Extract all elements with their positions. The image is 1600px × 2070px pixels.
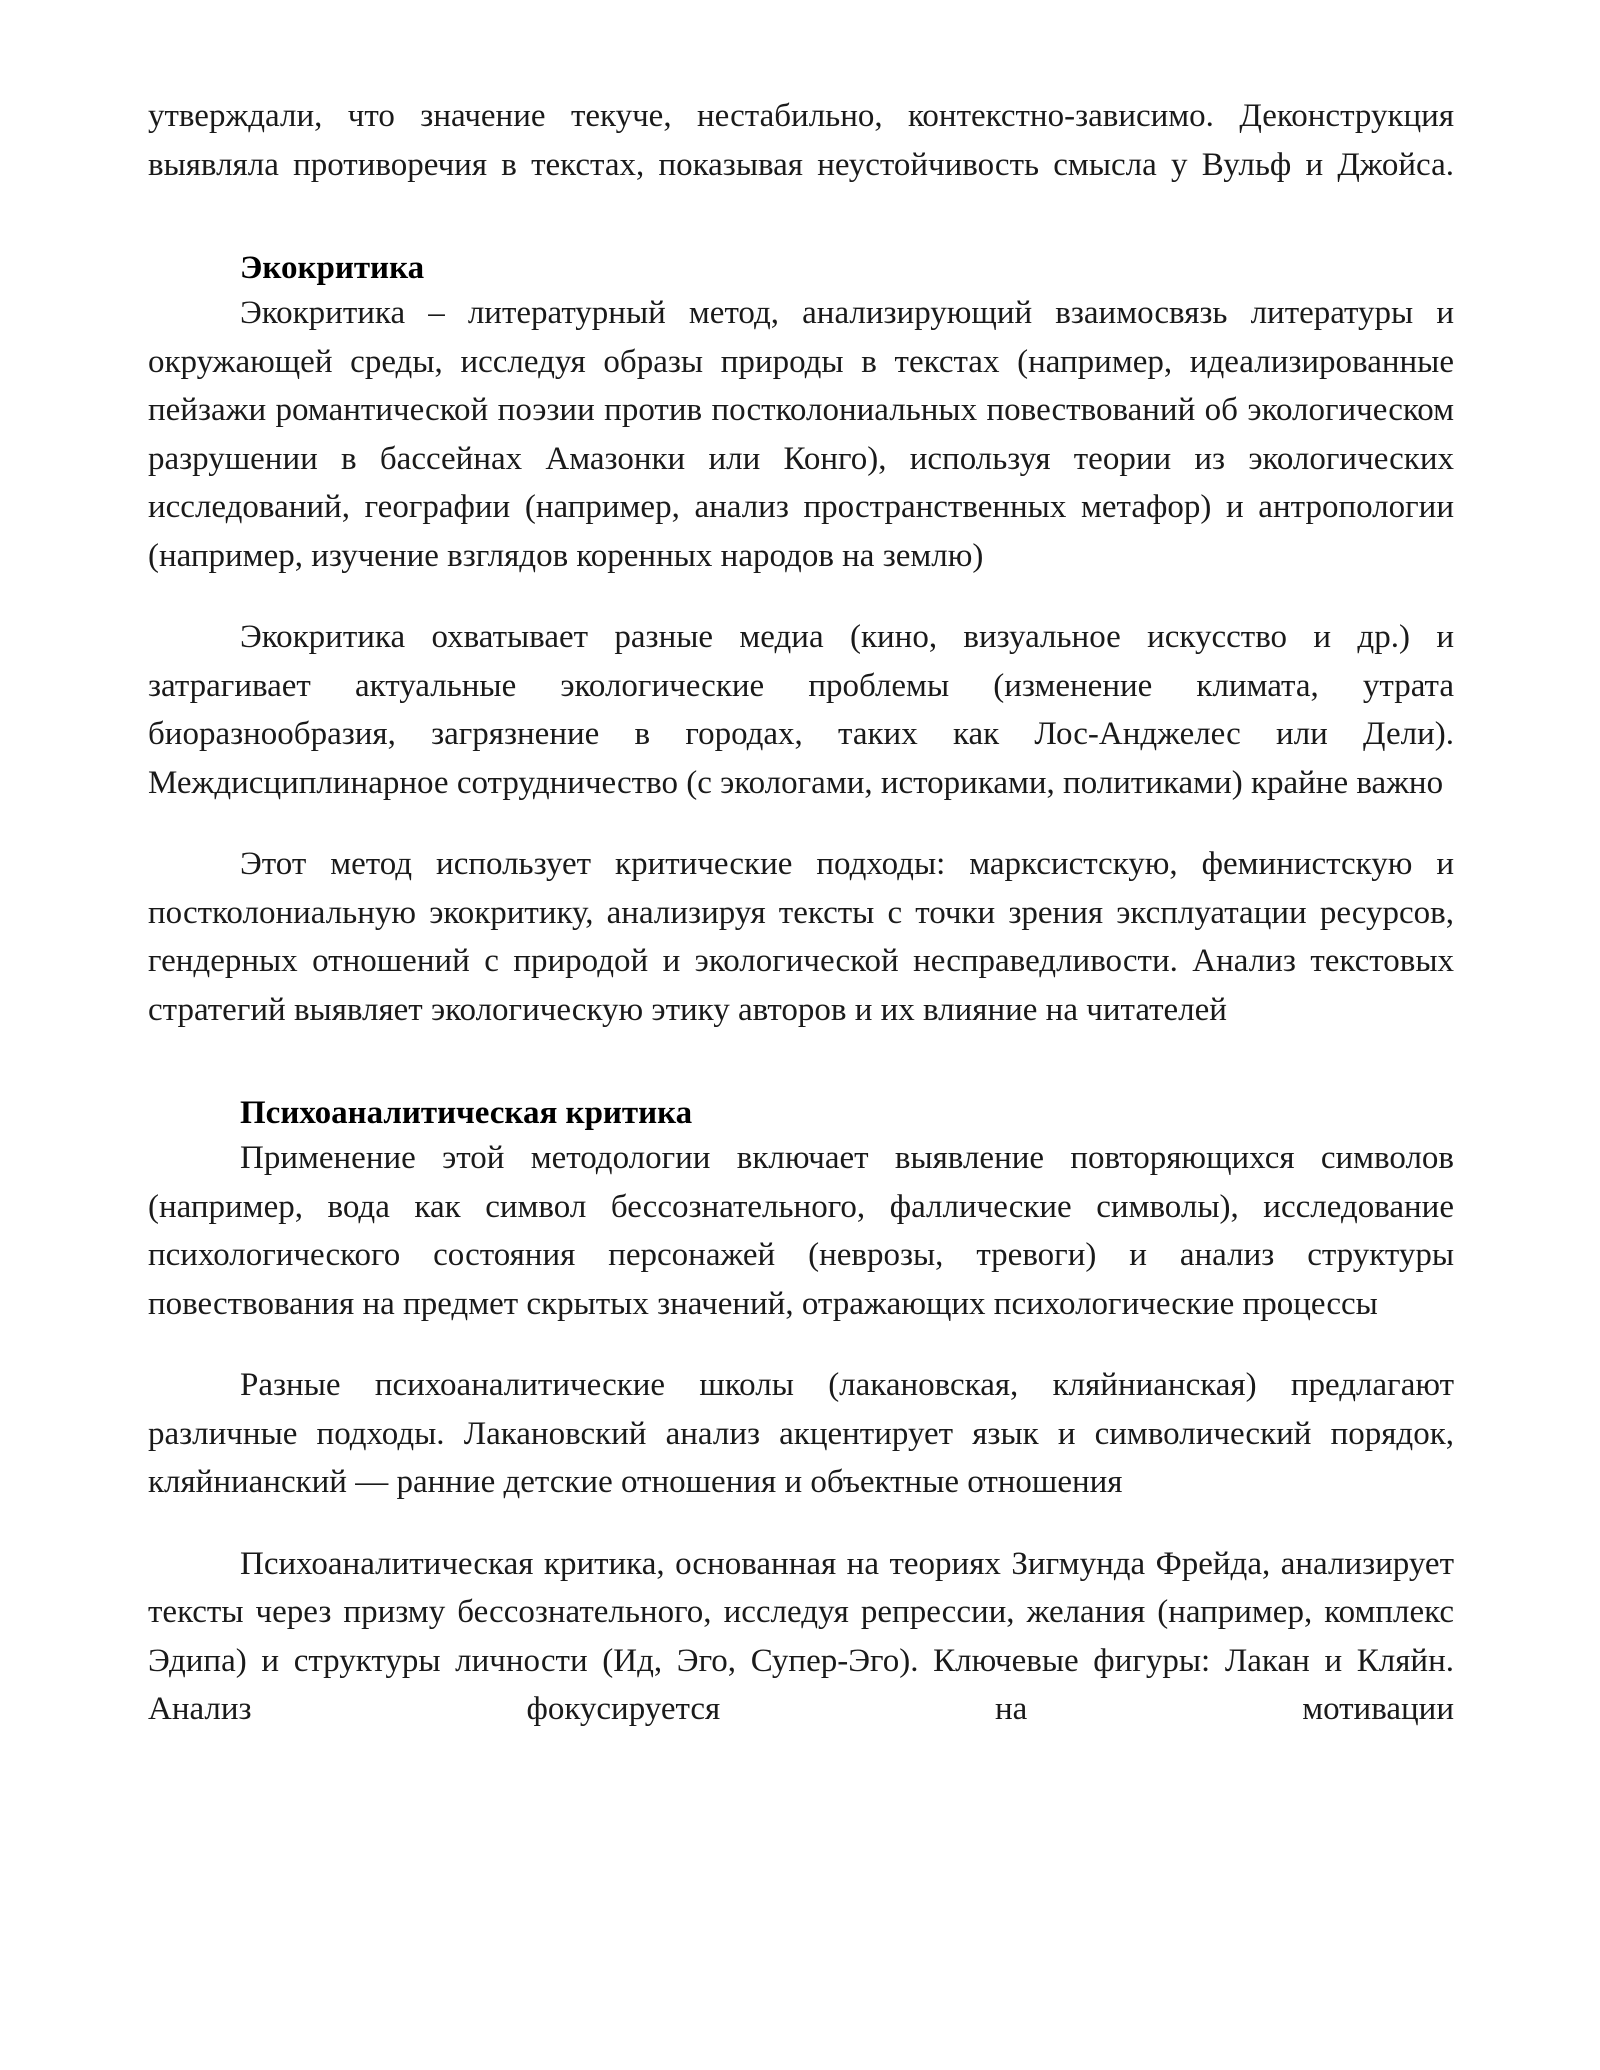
psychoanalytic-paragraph-1: Применение этой методологии включает выявление повторяющихся символов (например, вода как символ бессознательного, фаллические символы), исследование психологического состояния персонажей (неврозы, тревоги) и анализ структуры повествования на предмет скрытых значений, отражающих психологические процессы [148, 1140, 1454, 1322]
ecocriticism-paragraph-1: Экокритика – литературный метод, анализирующий взаимосвязь литературы и окружающей среды, исследуя образы природы в текстах (например, идеализированные пейзажи романтической поэзии против постколониальных повествований об экологическом разрушении в бассейнах Амазонки или Конго), используя теории из экологических исследований, географии (например, анализ пространственных метафор) и антропологии (например, изучение взглядов коренных народов на землю) [148, 295, 1454, 574]
document-page [148, 92, 1454, 1734]
spacer [148, 1328, 1454, 1361]
spacer [148, 807, 1454, 840]
ecocriticism-paragraph-3: Этот метод использует критические подходы: марксистскую, феминистскую и постколониальную экокритику, анализируя тексты с точки зрения эксплуатации ресурсов, гендерных отношений с природой и экологической несправедливости. Анализ текстовых стратегий выявляет экологическую этику авторов и их влияние на читателей [148, 846, 1454, 1028]
psychoanalytic-paragraph-3: Психоаналитическая критика, основанная на теориях Зигмунда Фрейда, анализирует тексты через призму бессознательного, исследуя репрессии, желания (например, комплекс Эдипа) и структуры личности (Ид, Эго, Супер-Эго). Ключевые фигуры: Лакан и Кляйн. Анализ фокусируется на мотивации [148, 1545, 1454, 1727]
spacer [148, 580, 1454, 613]
ecocriticism-heading: Экокритика [240, 250, 425, 286]
intro-paragraph: утверждали, что значение текуче, нестабильно, контекстно-зависимо. Деконструкция выявляла противоречия в текстах, показывая неустойчивость смысла у Вульф и Джойса. [148, 98, 1454, 183]
spacer [148, 189, 1454, 247]
ecocriticism-paragraph-2: Экокритика охватывает разные медиа (кино, визуальное искусство и др.) и затрагивает актуальные экологические проблемы (изменение климата, утрата биоразнообразия, загрязнение в городах, таких как Лос-Анджелес или Дели). Междисциплинарное сотрудничество (с экологами, историками, политиками) крайне важно [148, 619, 1454, 801]
psychoanalytic-paragraph-2: Разные психоаналитические школы (лакановская, кляйнианская) предлагают различные подходы. Лакановский анализ акцентирует язык и символический порядок, кляйнианский — ранние детские отношения и объектные отношения [148, 1367, 1454, 1500]
spacer [148, 1507, 1454, 1540]
psychoanalytic-heading: Психоаналитическая критика [240, 1095, 693, 1131]
spacer [148, 1034, 1454, 1092]
